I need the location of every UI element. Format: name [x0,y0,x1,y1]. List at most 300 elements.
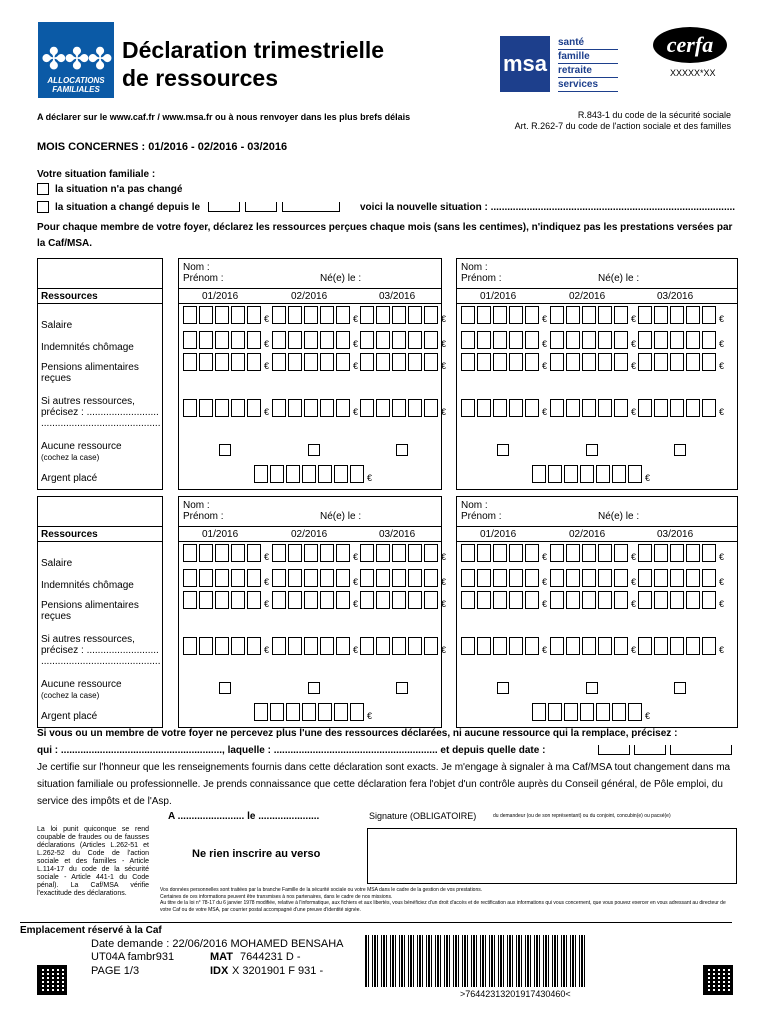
birthdate-field[interactable]: Né(e) le : [598,511,640,522]
digit-box[interactable] [477,399,491,417]
digit-box[interactable] [288,544,302,562]
digit-box[interactable] [582,544,596,562]
digit-box[interactable] [525,544,539,562]
prenom-field[interactable]: Prénom : [461,511,502,522]
aucune-checkbox[interactable] [396,682,408,694]
digit-box[interactable] [612,465,626,483]
digit-box[interactable] [376,569,390,587]
digit-box[interactable] [580,465,594,483]
digit-box[interactable] [318,703,332,721]
digit-box[interactable] [199,331,213,349]
digit-box[interactable] [183,399,197,417]
digit-box[interactable] [461,353,475,371]
digit-box[interactable] [686,306,700,324]
digit-box[interactable] [493,306,507,324]
digit-box[interactable] [509,399,523,417]
digit-box[interactable] [670,399,684,417]
digit-box[interactable] [392,569,406,587]
digit-box[interactable] [686,353,700,371]
digit-box[interactable] [247,399,261,417]
digit-box[interactable] [336,637,350,655]
digit-box[interactable] [686,399,700,417]
digit-box[interactable] [477,544,491,562]
digit-box[interactable] [566,544,580,562]
digit-box[interactable] [320,331,334,349]
digit-box[interactable] [183,306,197,324]
digit-box[interactable] [408,399,422,417]
digit-box[interactable] [614,306,628,324]
digit-box[interactable] [304,399,318,417]
digit-box[interactable] [215,569,229,587]
digit-box[interactable] [493,569,507,587]
digit-box[interactable] [477,591,491,609]
unchanged-checkbox[interactable] [37,183,49,195]
digit-box[interactable] [288,591,302,609]
aucune-checkbox[interactable] [586,444,598,456]
digit-box[interactable] [360,637,374,655]
birthdate-field[interactable]: Né(e) le : [598,273,640,284]
digit-box[interactable] [408,591,422,609]
digit-box[interactable] [272,544,286,562]
aucune-checkbox[interactable] [586,682,598,694]
digit-box[interactable] [254,465,268,483]
prenom-field[interactable]: Prénom : [461,273,502,284]
digit-box[interactable] [392,637,406,655]
digit-box[interactable] [614,331,628,349]
digit-box[interactable] [424,399,438,417]
digit-box[interactable] [582,569,596,587]
digit-box[interactable] [183,637,197,655]
digit-box[interactable] [670,353,684,371]
digit-box[interactable] [304,353,318,371]
digit-box[interactable] [392,331,406,349]
digit-box[interactable] [493,637,507,655]
digit-box[interactable] [199,353,213,371]
digit-box[interactable] [654,591,668,609]
digit-box[interactable] [215,306,229,324]
digit-box[interactable] [566,399,580,417]
aucune-checkbox[interactable] [497,444,509,456]
digit-box[interactable] [582,306,596,324]
digit-box[interactable] [582,637,596,655]
digit-box[interactable] [614,637,628,655]
digit-box[interactable] [670,544,684,562]
digit-box[interactable] [493,591,507,609]
digit-box[interactable] [424,544,438,562]
digit-box[interactable] [360,306,374,324]
digit-box[interactable] [360,331,374,349]
digit-box[interactable] [702,544,716,562]
digit-box[interactable] [350,703,364,721]
digit-box[interactable] [461,544,475,562]
digit-box[interactable] [336,591,350,609]
aucune-checkbox[interactable] [308,444,320,456]
digit-box[interactable] [302,703,316,721]
digit-box[interactable] [247,544,261,562]
digit-box[interactable] [270,465,284,483]
digit-box[interactable] [566,569,580,587]
digit-box[interactable] [638,353,652,371]
digit-box[interactable] [320,353,334,371]
digit-box[interactable] [461,306,475,324]
digit-box[interactable] [408,353,422,371]
digit-box[interactable] [424,353,438,371]
digit-box[interactable] [509,544,523,562]
digit-box[interactable] [231,591,245,609]
digit-box[interactable] [550,399,564,417]
digit-box[interactable] [509,637,523,655]
digit-box[interactable] [532,703,546,721]
digit-box[interactable] [334,465,348,483]
digit-box[interactable] [598,353,612,371]
digit-box[interactable] [670,569,684,587]
digit-box[interactable] [392,399,406,417]
digit-box[interactable] [477,331,491,349]
stop-date-year[interactable] [670,745,732,755]
digit-box[interactable] [320,399,334,417]
digit-box[interactable] [199,544,213,562]
digit-box[interactable] [686,544,700,562]
digit-box[interactable] [493,544,507,562]
digit-box[interactable] [360,569,374,587]
digit-box[interactable] [424,306,438,324]
digit-box[interactable] [215,637,229,655]
digit-box[interactable] [638,399,652,417]
digit-box[interactable] [477,306,491,324]
digit-box[interactable] [424,569,438,587]
digit-box[interactable] [477,353,491,371]
digit-box[interactable] [654,544,668,562]
birthdate-field[interactable]: Né(e) le : [320,273,362,284]
digit-box[interactable] [509,591,523,609]
stop-date-day[interactable] [598,745,630,755]
digit-box[interactable] [288,399,302,417]
digit-box[interactable] [392,306,406,324]
digit-box[interactable] [272,569,286,587]
digit-box[interactable] [376,544,390,562]
digit-box[interactable] [336,569,350,587]
digit-box[interactable] [318,465,332,483]
digit-box[interactable] [598,399,612,417]
digit-box[interactable] [215,353,229,371]
digit-box[interactable] [686,591,700,609]
digit-box[interactable] [654,331,668,349]
digit-box[interactable] [654,569,668,587]
digit-box[interactable] [566,331,580,349]
digit-box[interactable] [550,331,564,349]
digit-box[interactable] [686,331,700,349]
digit-box[interactable] [286,703,300,721]
change-date-year[interactable] [282,202,340,212]
digit-box[interactable] [582,591,596,609]
digit-box[interactable] [231,353,245,371]
digit-box[interactable] [334,703,348,721]
digit-box[interactable] [320,544,334,562]
digit-box[interactable] [336,399,350,417]
digit-box[interactable] [566,591,580,609]
digit-box[interactable] [614,399,628,417]
nom-field[interactable]: Nom : [183,500,210,511]
digit-box[interactable] [288,637,302,655]
aucune-checkbox[interactable] [219,444,231,456]
digit-box[interactable] [247,306,261,324]
birthdate-field[interactable]: Né(e) le : [320,511,362,522]
digit-box[interactable] [525,353,539,371]
digit-box[interactable] [199,637,213,655]
digit-box[interactable] [408,331,422,349]
digit-box[interactable] [424,637,438,655]
digit-box[interactable] [477,569,491,587]
digit-box[interactable] [288,569,302,587]
digit-box[interactable] [360,353,374,371]
nom-field[interactable]: Nom : [461,262,488,273]
digit-box[interactable] [392,353,406,371]
digit-box[interactable] [247,569,261,587]
change-date-month[interactable] [245,202,277,212]
digit-box[interactable] [215,399,229,417]
digit-box[interactable] [247,331,261,349]
digit-box[interactable] [376,399,390,417]
digit-box[interactable] [598,569,612,587]
digit-box[interactable] [183,331,197,349]
digit-box[interactable] [304,569,318,587]
digit-box[interactable] [408,544,422,562]
digit-box[interactable] [231,306,245,324]
digit-box[interactable] [199,591,213,609]
digit-box[interactable] [408,637,422,655]
new-situation-field[interactable]: voici la nouvelle situation : ........................................................................................ [360,202,736,213]
digit-box[interactable] [654,306,668,324]
digit-box[interactable] [392,544,406,562]
digit-box[interactable] [231,399,245,417]
digit-box[interactable] [376,331,390,349]
digit-box[interactable] [247,353,261,371]
digit-box[interactable] [614,353,628,371]
digit-box[interactable] [304,637,318,655]
signature-box[interactable] [367,828,737,884]
prenom-field[interactable]: Prénom : [183,511,224,522]
digit-box[interactable] [548,465,562,483]
digit-box[interactable] [215,591,229,609]
digit-box[interactable] [231,331,245,349]
digit-box[interactable] [596,465,610,483]
digit-box[interactable] [183,353,197,371]
digit-box[interactable] [532,465,546,483]
digit-box[interactable] [598,306,612,324]
digit-box[interactable] [525,331,539,349]
place-date-field[interactable]: A ........................ le ...................... [168,811,320,822]
digit-box[interactable] [702,637,716,655]
digit-box[interactable] [304,544,318,562]
digit-box[interactable] [582,353,596,371]
digit-box[interactable] [360,399,374,417]
prenom-field[interactable]: Prénom : [183,273,224,284]
digit-box[interactable] [628,703,642,721]
digit-box[interactable] [272,353,286,371]
digit-box[interactable] [461,591,475,609]
digit-box[interactable] [614,591,628,609]
digit-box[interactable] [320,569,334,587]
aucune-checkbox[interactable] [674,682,686,694]
aucune-checkbox[interactable] [308,682,320,694]
digit-box[interactable] [670,591,684,609]
digit-box[interactable] [376,591,390,609]
digit-box[interactable] [509,353,523,371]
digit-box[interactable] [628,465,642,483]
digit-box[interactable] [320,306,334,324]
digit-box[interactable] [477,637,491,655]
digit-box[interactable] [408,306,422,324]
digit-box[interactable] [638,306,652,324]
digit-box[interactable] [686,569,700,587]
digit-box[interactable] [564,465,578,483]
digit-box[interactable] [272,591,286,609]
digit-box[interactable] [580,703,594,721]
digit-box[interactable] [183,569,197,587]
digit-box[interactable] [598,331,612,349]
digit-box[interactable] [199,306,213,324]
digit-box[interactable] [272,399,286,417]
digit-box[interactable] [461,637,475,655]
digit-box[interactable] [376,306,390,324]
digit-box[interactable] [231,637,245,655]
digit-box[interactable] [702,331,716,349]
digit-box[interactable] [612,703,626,721]
digit-box[interactable] [566,306,580,324]
digit-box[interactable] [525,306,539,324]
digit-box[interactable] [638,544,652,562]
digit-box[interactable] [525,569,539,587]
digit-box[interactable] [654,399,668,417]
digit-box[interactable] [493,353,507,371]
digit-box[interactable] [614,544,628,562]
digit-box[interactable] [231,544,245,562]
digit-box[interactable] [654,637,668,655]
digit-box[interactable] [509,306,523,324]
digit-box[interactable] [376,353,390,371]
digit-box[interactable] [598,544,612,562]
aucune-checkbox[interactable] [219,682,231,694]
digit-box[interactable] [392,591,406,609]
digit-box[interactable] [638,637,652,655]
digit-box[interactable] [247,591,261,609]
digit-box[interactable] [509,569,523,587]
qui-laquelle-line[interactable]: qui : .........................................................., laquelle : ........................................................... et depuis quelle date : [37,745,546,756]
digit-box[interactable] [199,399,213,417]
digit-box[interactable] [336,331,350,349]
digit-box[interactable] [360,544,374,562]
digit-box[interactable] [550,591,564,609]
digit-box[interactable] [288,331,302,349]
digit-box[interactable] [638,331,652,349]
digit-box[interactable] [638,569,652,587]
digit-box[interactable] [288,353,302,371]
digit-box[interactable] [566,637,580,655]
digit-box[interactable] [183,591,197,609]
digit-box[interactable] [320,637,334,655]
digit-box[interactable] [304,331,318,349]
nom-field[interactable]: Nom : [183,262,210,273]
digit-box[interactable] [360,591,374,609]
digit-box[interactable] [582,331,596,349]
digit-box[interactable] [215,544,229,562]
stop-date-month[interactable] [634,745,666,755]
digit-box[interactable] [272,637,286,655]
digit-box[interactable] [199,569,213,587]
digit-box[interactable] [702,353,716,371]
digit-box[interactable] [288,306,302,324]
digit-box[interactable] [304,306,318,324]
digit-box[interactable] [336,544,350,562]
nom-field[interactable]: Nom : [461,500,488,511]
digit-box[interactable] [254,703,268,721]
digit-box[interactable] [670,637,684,655]
digit-box[interactable] [350,465,364,483]
digit-box[interactable] [564,703,578,721]
digit-box[interactable] [702,569,716,587]
digit-box[interactable] [638,591,652,609]
digit-box[interactable] [493,399,507,417]
aucune-checkbox[interactable] [497,682,509,694]
digit-box[interactable] [215,331,229,349]
digit-box[interactable] [320,591,334,609]
digit-box[interactable] [272,331,286,349]
digit-box[interactable] [550,306,564,324]
digit-box[interactable] [408,569,422,587]
change-date-day[interactable] [208,202,240,212]
digit-box[interactable] [702,399,716,417]
digit-box[interactable] [286,465,300,483]
digit-box[interactable] [302,465,316,483]
digit-box[interactable] [336,353,350,371]
digit-box[interactable] [550,353,564,371]
digit-box[interactable] [614,569,628,587]
digit-box[interactable] [525,637,539,655]
digit-box[interactable] [550,569,564,587]
digit-box[interactable] [686,637,700,655]
digit-box[interactable] [270,703,284,721]
digit-box[interactable] [566,353,580,371]
digit-box[interactable] [550,544,564,562]
digit-box[interactable] [598,591,612,609]
digit-box[interactable] [461,331,475,349]
digit-box[interactable] [461,399,475,417]
digit-box[interactable] [582,399,596,417]
digit-box[interactable] [548,703,562,721]
digit-box[interactable] [525,591,539,609]
digit-box[interactable] [596,703,610,721]
digit-box[interactable] [247,637,261,655]
digit-box[interactable] [509,331,523,349]
digit-box[interactable] [336,306,350,324]
digit-box[interactable] [598,637,612,655]
digit-box[interactable] [183,544,197,562]
digit-box[interactable] [376,637,390,655]
digit-box[interactable] [670,331,684,349]
digit-box[interactable] [525,399,539,417]
digit-box[interactable] [702,591,716,609]
changed-checkbox[interactable] [37,201,49,213]
aucune-checkbox[interactable] [674,444,686,456]
digit-box[interactable] [670,306,684,324]
digit-box[interactable] [424,331,438,349]
digit-box[interactable] [272,306,286,324]
digit-box[interactable] [493,331,507,349]
digit-box[interactable] [702,306,716,324]
digit-box[interactable] [550,637,564,655]
digit-box[interactable] [654,353,668,371]
digit-box[interactable] [304,591,318,609]
